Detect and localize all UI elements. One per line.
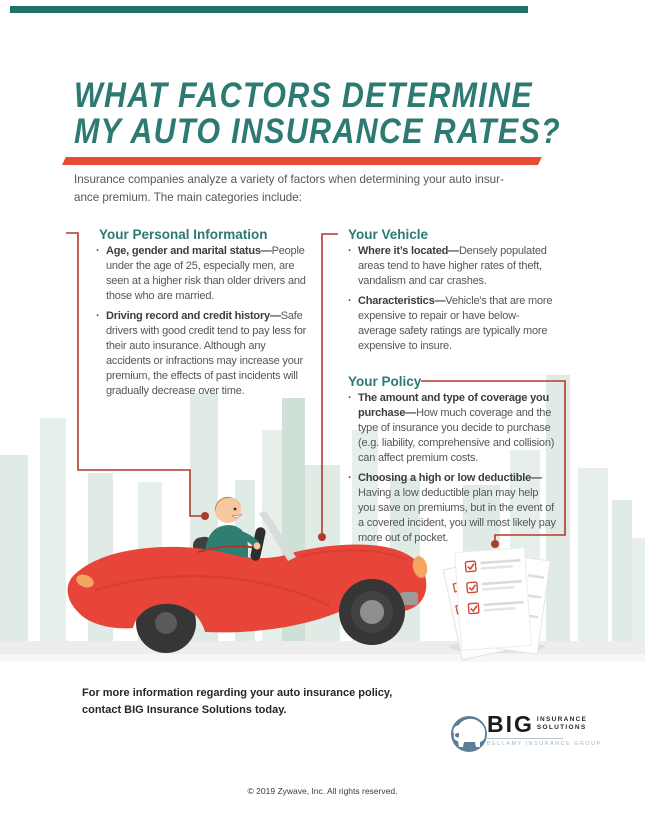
page-title-line2: MY AUTO INSURANCE RATES?: [74, 112, 561, 151]
section-personal-information: [96, 227, 308, 399]
section-heading: Your Vehicle: [348, 227, 429, 242]
bullet-icon: ·: [96, 245, 100, 257]
bullet-icon: ·: [348, 295, 352, 307]
list-item: [96, 244, 308, 304]
footer-cta-line1: For more information regarding your auto insurance policy,: [82, 687, 393, 699]
bullet-icon: ·: [348, 392, 352, 404]
footer-cta-line2: contact BIG Insurance Solutions today.: [82, 704, 287, 716]
copyright-text: © 2019 Zywave, Inc. All rights reserved.: [247, 786, 398, 796]
logo-words: [537, 712, 587, 732]
list-item: [348, 471, 558, 546]
logo-word2: SOLUTIONS: [536, 724, 587, 731]
driver-hand: [254, 543, 261, 550]
logo-acronym: BIG: [487, 711, 534, 737]
documents-illustration: [443, 548, 550, 660]
list-item: [348, 294, 556, 354]
intro-line2: ance premium. The main categories include:: [74, 190, 302, 204]
bullet-text: Choosing a high or low deductible—Having a low deductible plan may help you save on premiums, but in the event of a covered incident, you will most likely pay more out of pocket.: [358, 472, 556, 544]
page-title-line1: WHAT FACTORS DETERMINE: [74, 76, 533, 115]
list-item: [348, 391, 558, 466]
big-insurance-logo: [450, 711, 602, 756]
section-policy: [348, 374, 558, 546]
front-wheel: [339, 579, 405, 645]
bullet-text: Age, gender and marital status—People under the age of 25, especially men, are seen at a higher risk than older drivers and those who are married.: [106, 245, 306, 302]
driver-eye: [234, 508, 237, 511]
bullet-text: Driving record and credit history—Safe drivers with good credit tend to pay less for their auto insurance. Although any accidents or infractions may increase your premium, the effects of past incidents will gradually decrease over time.: [106, 310, 307, 397]
section-heading: Your Personal Information: [99, 227, 268, 242]
logo-text: [487, 711, 602, 747]
footer-cta: [82, 685, 422, 719]
bullet-icon: ·: [348, 245, 352, 257]
bullet-text: The amount and type of coverage you purchase—How much coverage and the type of insurance you decide to purchase (e.g. liability, comprehensive and collision) can affect premium costs.: [358, 392, 555, 464]
intro-line1: Insurance companies analyze a variety of factors when determining your auto insur-: [74, 173, 504, 186]
bullet-text: Where it’s located—Densely populated areas tend to have higher rates of theft, vandalism and car crashes.: [358, 245, 547, 287]
list-item: [348, 244, 556, 289]
list-item: [96, 309, 308, 399]
logo-divider: [487, 738, 563, 739]
section-vehicle: [348, 227, 556, 354]
section-heading: Your Policy: [348, 374, 422, 389]
logo-tagline: BELLAMY INSURANCE GROUP: [487, 741, 602, 747]
bullet-icon: ·: [96, 310, 100, 322]
bullet-text: Characteristics—Vehicle's that are more expensive to repair or have below-average safety ratings are typically more expensive to insure.: [358, 295, 553, 352]
logo-word1: INSURANCE: [536, 716, 588, 723]
bison-icon: [450, 714, 488, 754]
bullet-icon: ·: [348, 472, 352, 484]
ground-strip: [0, 641, 645, 662]
paper-front: [455, 548, 532, 651]
